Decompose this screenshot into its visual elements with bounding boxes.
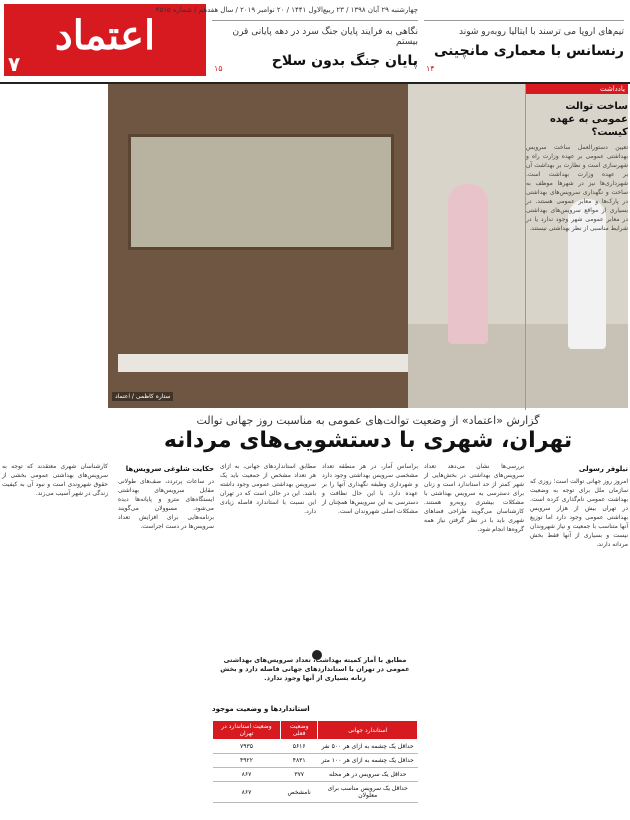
article-column <box>2 462 108 814</box>
table-cell: ۸۶۷ <box>213 782 281 803</box>
column-text: در ساعات پرتردد، صف‌های طولانی مقابل سرویس‌های بهداشتی ایستگاه‌های مترو و پایانه‌ها دیده می‌شود. مسوولان می‌گویند برنامه‌هایی برای افزایش تعداد سرویس‌ها در دست اجراست. <box>118 478 214 530</box>
table-header: استاندارد جهانی <box>318 721 418 740</box>
table-cell: ۷۹۳۵ <box>213 740 281 754</box>
masthead <box>0 0 630 84</box>
column-text: براساس آمار، در هر منطقه تعداد مشخصی سرویس بهداشتی وجود دارد و شهرداری وظیفه نگهداری آنها را بر عهده دارد. با این حال نظافت و دسترسی به این سرویس‌ها همچنان از مشکلات اصلی شهروندان است. <box>322 463 418 515</box>
article-headline[interactable]: تهران، شهری با دستشویی‌های مردانه <box>163 428 573 453</box>
photo-mirror <box>128 134 394 250</box>
article-kicker: گزارش «اعتماد» از وضعیت توالت‌های عمومی به مناسبت روز جهانی توالت <box>196 414 540 427</box>
note-sidebar <box>525 84 628 410</box>
dateline: چهارشنبه ۲۹ آبان ۱۳۹۸ / ۲۳ ربیع‌الاول ۱۴۴۱ / ۲۰ نوامبر ۲۰۱۹ / سال هفدهم / شماره ۴۵۱۵ <box>155 6 418 14</box>
teaser-page: ۱۴ <box>426 64 435 73</box>
table-row <box>213 768 418 782</box>
page-number: ۷ <box>8 52 21 76</box>
table-heading: استانداردها و وضعیت موجود <box>212 705 310 713</box>
newspaper-logo[interactable] <box>4 4 206 76</box>
photo-credit: ستاره کاظمی / اعتماد <box>112 392 173 401</box>
note-body: تعیین دستورالعمل ساخت سرویس بهداشتی عمومی بر عهده وزارت راه و شهرسازی است و نظارت بر بهداشت آن بر عهده وزارت بهداشت است. شهرداری‌ها نیز در شهرها موظف به ساخت و نگهداری سرویس‌های بهداشتی در پارک‌ها و معابر عمومی هستند. در بسیاری از مواقع سرویس‌های بهداشتی در معابر عمومی شهر وجود ندارد یا در شرایط مناسبی از نظر بهداشتی نیستند. <box>526 144 628 232</box>
table-row <box>213 754 418 768</box>
pull-quote: مطابق با آمار کمیته بهداشت، تعداد سرویس‌های بهداشتی عمومی در تهران با استانداردهای جهانی فاصله دارد و بخش زنانه بسیاری از آنها وجود ندارد. <box>220 656 410 682</box>
photo-person <box>448 184 488 344</box>
article-column <box>530 462 628 814</box>
column-text: کارشناسان شهری معتقدند که توجه به سرویس‌های بهداشتی عمومی بخشی از حقوق شهروندی است و نبود آن به کیفیت زندگی در شهر آسیب می‌زند. <box>2 463 108 497</box>
table-cell: نامشخص <box>280 782 317 803</box>
teaser-headline: پایان جنگ بدون سلاح <box>271 53 418 69</box>
teaser-kicker: نگاهی به فرایند پایان جنگ سرد در دهه پایانی قرن بیستم <box>232 27 418 47</box>
table-header: وضعیت استاندارد در تهران <box>213 721 281 740</box>
table-cell: ۴۹۲۲ <box>213 754 281 768</box>
article-column <box>118 462 214 814</box>
table-cell: حداقل یک سرویس مناسب برای معلولان <box>318 782 418 803</box>
article-column <box>322 462 418 652</box>
column-text: مطابق استانداردهای جهانی، به ازای هر تعداد مشخص از جمعیت باید یک سرویس بهداشتی عمومی وجود داشته باشد. این در حالی است که در تهران این نسبت با استاندارد فاصله زیادی دارد. <box>220 463 316 515</box>
table-cell: حداقل یک چشمه به ازای هر ۱۰۰ متر <box>318 754 418 768</box>
table-row <box>213 740 418 754</box>
standards-table <box>212 720 418 803</box>
teaser-headline: رنسانس با معماری مانچینی <box>434 43 624 59</box>
table-cell: ۳۷۷ <box>280 768 317 782</box>
table-cell: ۵۶۱۶ <box>280 740 317 754</box>
table-cell: حداقل یک چشمه به ازای هر ۵۰۰ نفر <box>318 740 418 754</box>
note-label: یادداشت <box>526 84 628 94</box>
column-subhead: نیلوفر رسولی <box>578 465 628 473</box>
logo-text: اعتماد <box>54 12 156 59</box>
photo-sink-counter <box>118 354 408 372</box>
teaser-2[interactable] <box>424 20 624 75</box>
article-column <box>424 462 524 814</box>
table-cell: حداقل یک سرویس در هر محله <box>318 768 418 782</box>
table-row <box>213 782 418 803</box>
teaser-page: ۱۵ <box>214 64 223 73</box>
column-subhead: حکایت شلوغی سرویس‌ها <box>125 465 214 473</box>
table-header-row <box>213 721 418 740</box>
table-cell: ۸۶۷ <box>213 768 281 782</box>
table-header: وضعیت فعلی <box>280 721 317 740</box>
teaser-1[interactable] <box>212 20 418 75</box>
note-headline[interactable]: ساخت توالت عمومی به عهده کیست؟ <box>549 101 628 138</box>
table-cell: ۴۸۳۱ <box>280 754 317 768</box>
column-text: بررسی‌ها نشان می‌دهد تعداد سرویس‌های بهداشتی در بخش‌هایی از شهر کمتر از حد استاندارد است و زنان برای دسترسی به سرویس بهداشتی با مشکلات بیشتری روبه‌رو هستند. کارشناسان می‌گویند طراحی فضاهای شهری باید با در نظر گرفتن نیاز همه گروه‌ها انجام شود. <box>424 463 524 533</box>
column-text: امروز روز جهانی توالت است؛ روزی که سازمان ملل برای توجه به وضعیت بهداشت عمومی نام‌گذاری کرده است. در تهران بیش از هزار سرویس بهداشتی عمومی وجود دارد اما توزیع آنها متناسب با جمعیت و نیاز شهروندان نیست و بسیاری از آنها فقط بخش مردانه دارند. <box>530 478 628 548</box>
teaser-kicker: تیم‌های اروپا می ترسند با ایتالیا روبه‌رو شوند <box>458 27 624 37</box>
article-column <box>220 462 316 652</box>
